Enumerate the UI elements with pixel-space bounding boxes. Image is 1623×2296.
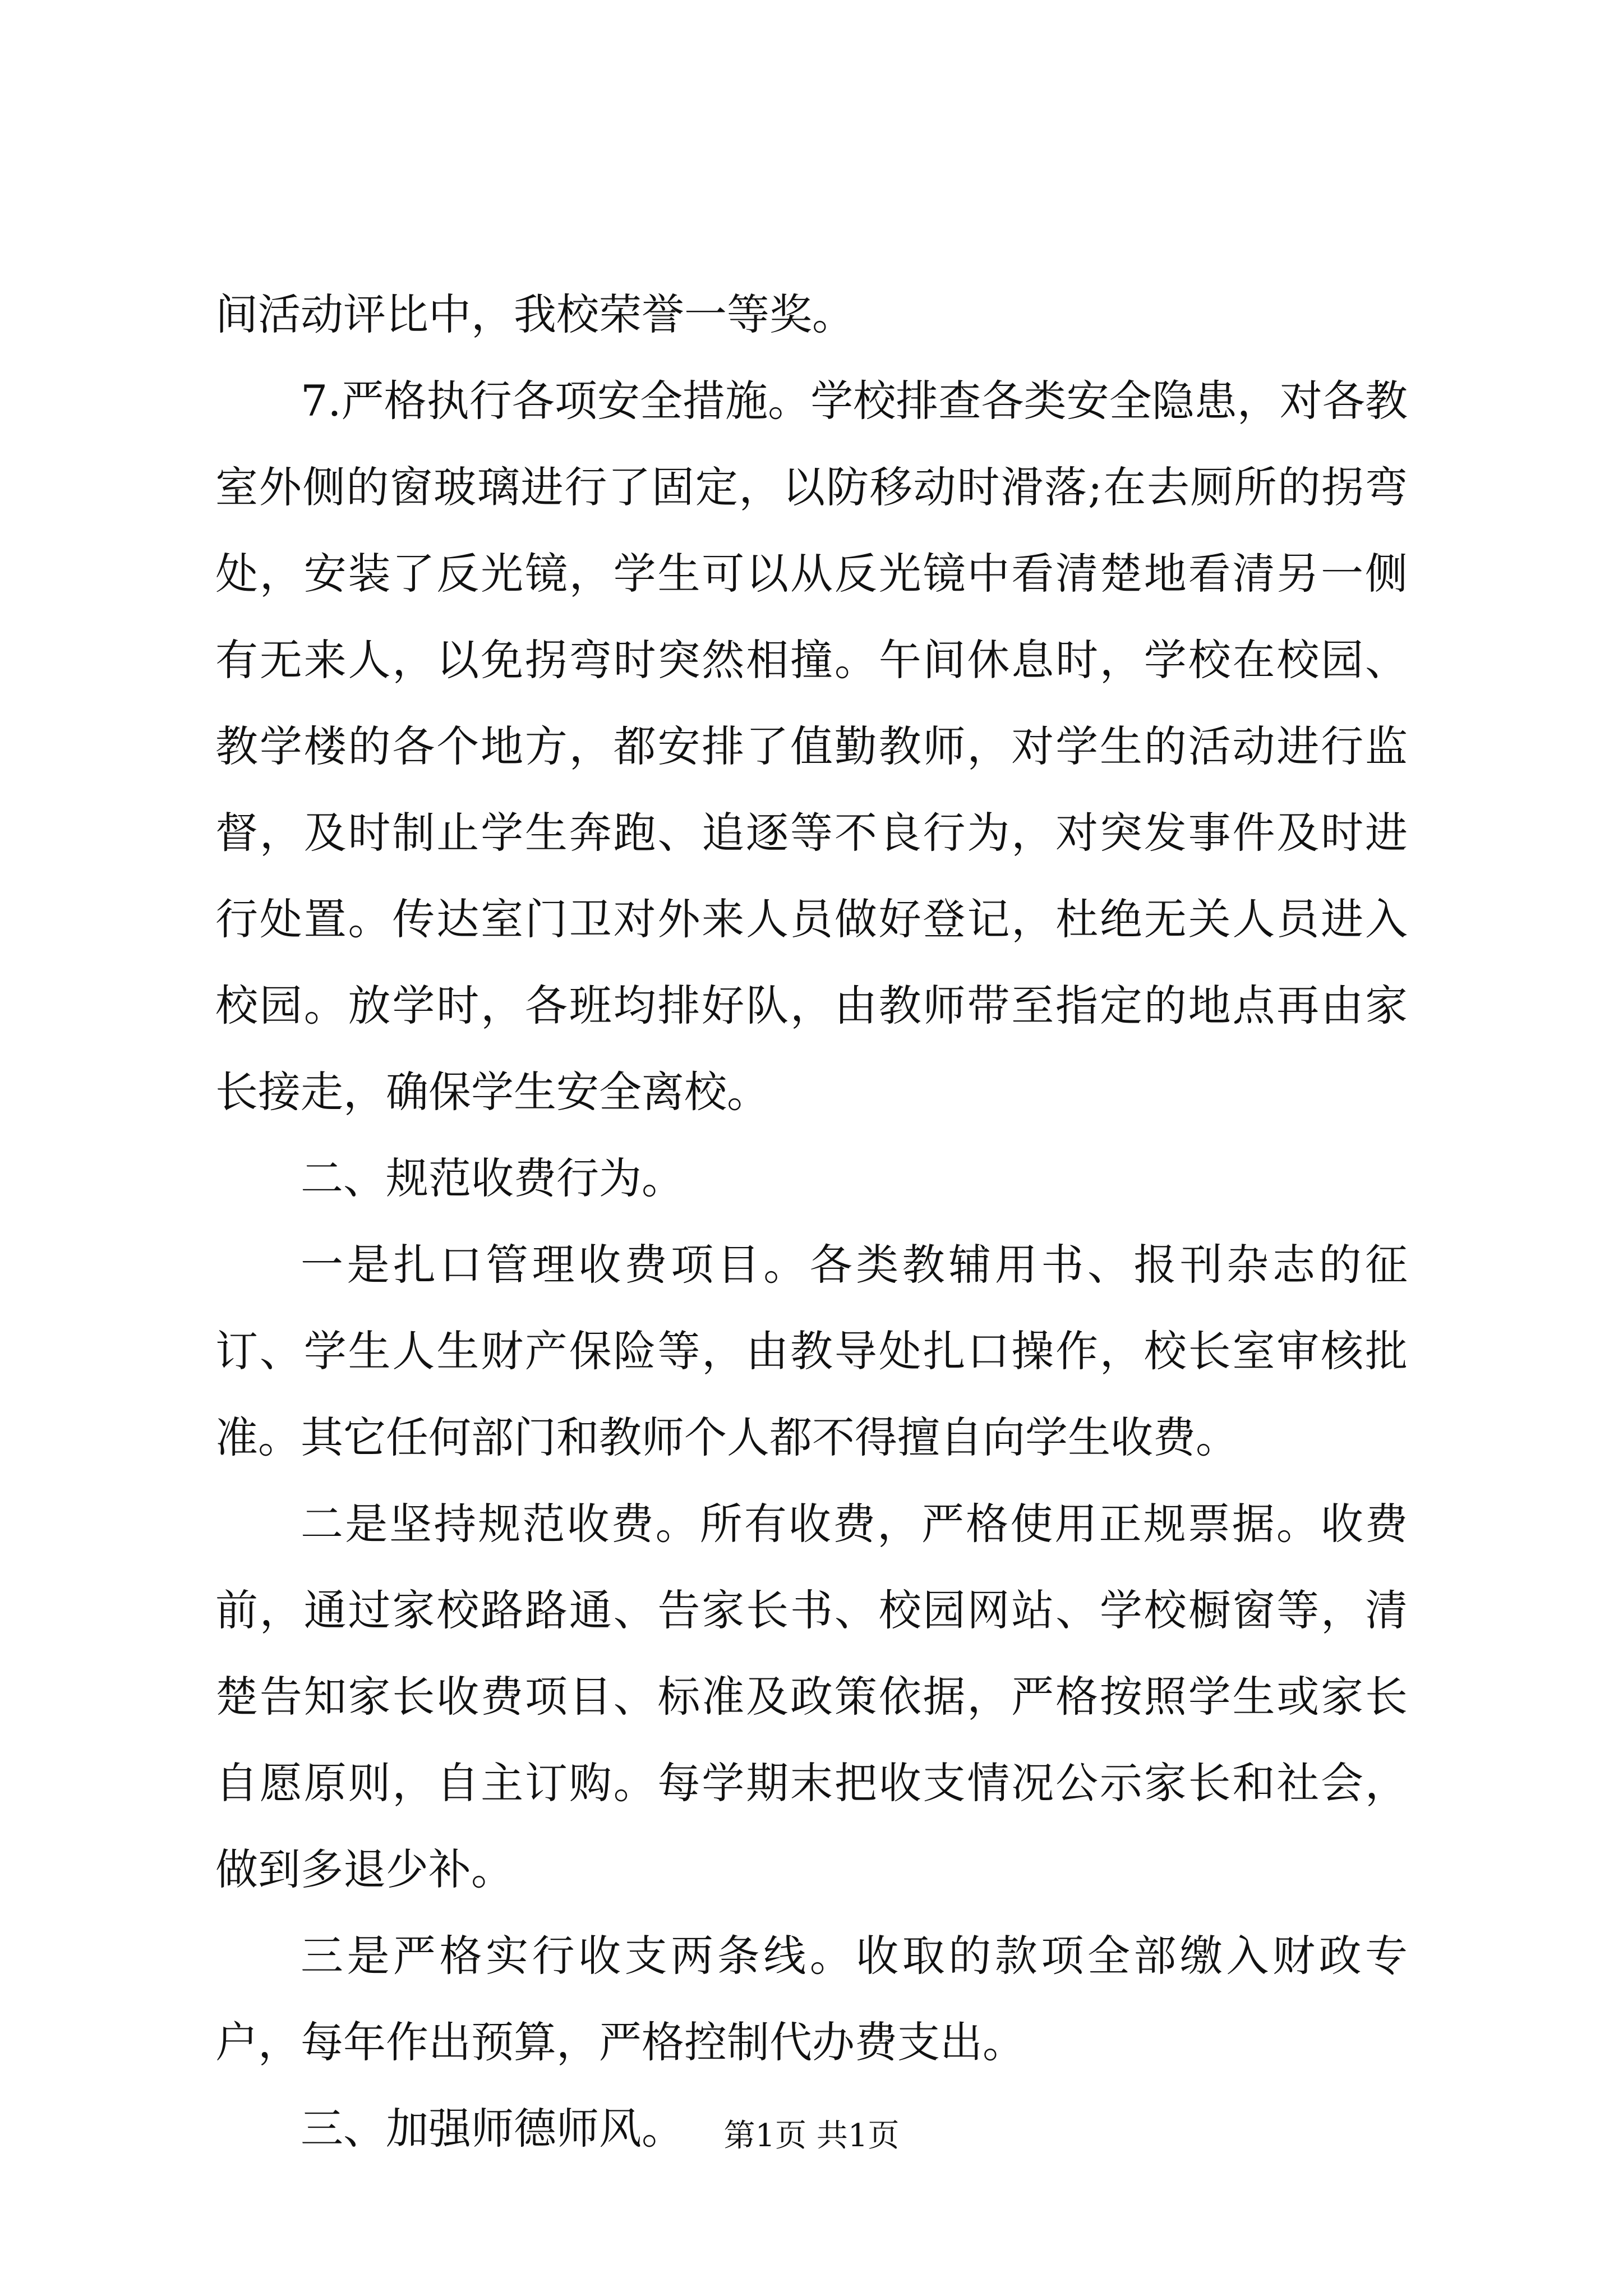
page-footer [0,2114,1623,2159]
page-number: 第1页 共1页 [723,2118,900,2154]
paragraph: 一是扎口管理收费项目。各类教辅用书、报刊杂志的征订、学生人生财产保险等，由教导处扎口操作，校长室审核批准。其它任何部门和教师个人都不得擅自向学生收费。 [215,1240,1408,1462]
section-heading: 二、规范收费行为。 [301,1153,684,1203]
paragraph: 三是严格实行收支两条线。收取的款项全部缴入财政专户，每年作出预算，严格控制代办费支出。 [215,1931,1408,2067]
section-heading: 三、加强师德师风。 [301,2104,684,2154]
paragraph: 间活动评比中，我校荣誉一等奖。 [215,289,855,339]
document-body [215,272,1408,2172]
paragraph: 二是坚持规范收费。所有收费，严格使用正规票据。收费前，通过家校路路通、告家长书、校园网站、学校橱窗等，清楚告知家长收费项目、标准及政策依据，严格按照学生或家长自愿原则，自主订购。每学期末把收支情况公示家长和社会，做到多退少补。 [215,1499,1408,1894]
paragraph: 7.严格执行各项安全措施。学校排查各类安全隐患，对各教室外侧的窗玻璃进行了固定，以防移动时滑落;在去厕所的拐弯处，安装了反光镜，学生可以从反光镜中看清楚地看清另一侧有无来人，以免拐弯时突然相撞。午间休息时，学校在校园、教学楼的各个地方，都安排了值勤教师，对学生的活动进行监督，及时制止学生奔跑、追逐等不良行为，对突发事件及时进行处置。传达室门卫对外来人员做好登记，杜绝无关人员进入校园。放学时，各班均排好队，由教师带至指定的地点再由家长接走，确保学生安全离校。 [215,376,1408,1117]
